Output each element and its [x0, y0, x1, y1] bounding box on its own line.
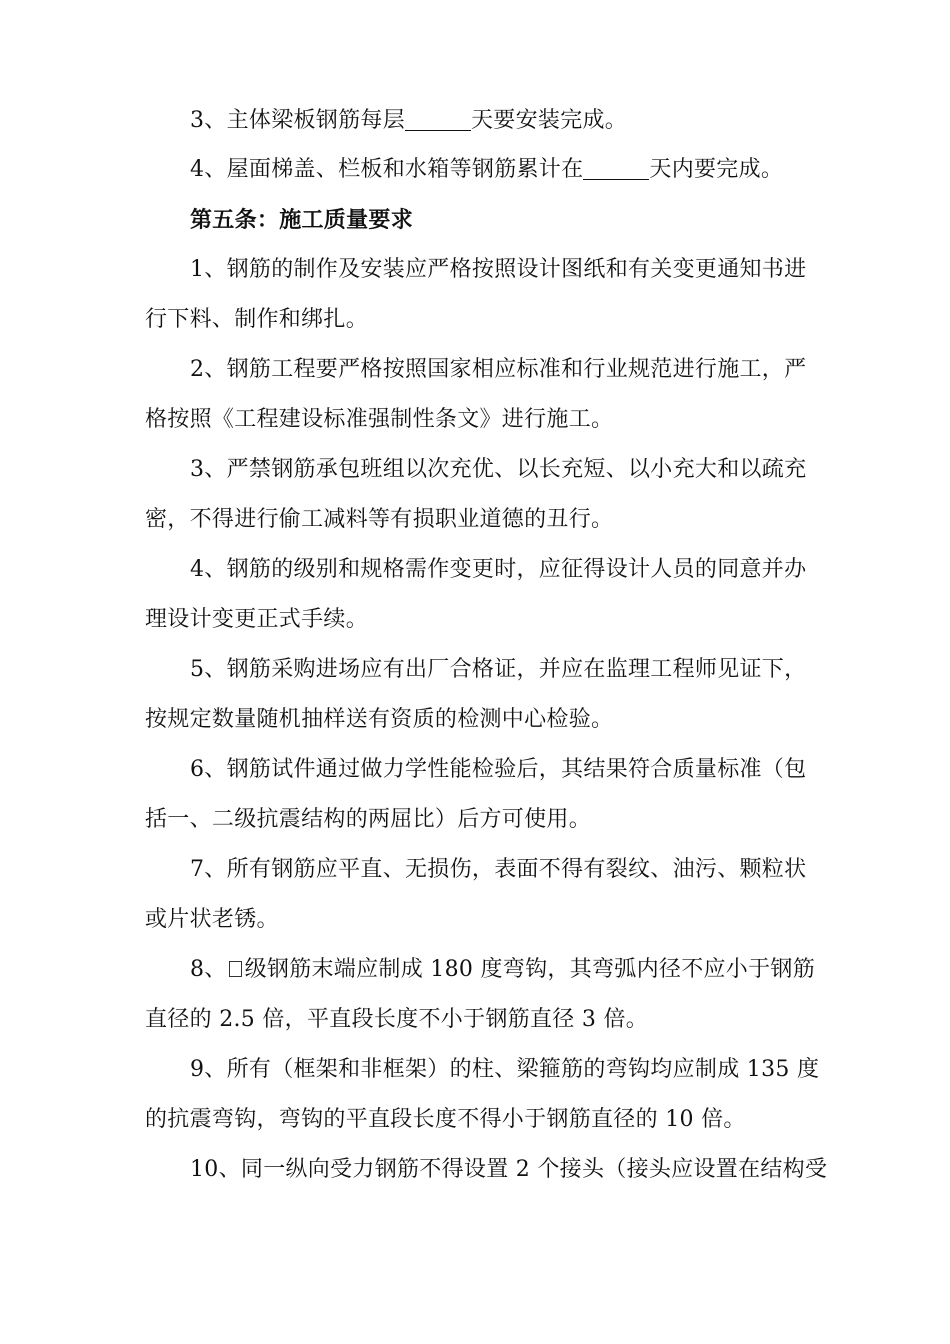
quality-item-3-line-1: 3、严禁钢筋承包班组以次充优、以长充短、以小充大和以疏充	[190, 457, 807, 482]
quality-item-2-line-1: 2、钢筋工程要严格按照国家相应标准和行业规范进行施工，严	[190, 357, 807, 382]
text-segment: 4、屋面梯盖、栏板和水箱等钢筋累计在	[190, 157, 584, 182]
quality-item-6-line-2: 括一、二级抗震结构的两屈比）后方可使用。	[145, 807, 592, 832]
text-segment: 天内要完成。	[649, 157, 784, 182]
quality-item-2-line-2: 格按照《工程建设标准强制性条文》进行施工。	[145, 407, 614, 432]
text-segment: 8、	[190, 957, 227, 982]
quality-item-8-line-1	[190, 955, 815, 985]
fill-in-blank	[405, 108, 471, 131]
fill-in-blank	[583, 157, 649, 180]
quality-item-4-line-1: 4、钢筋的级别和规格需作变更时，应征得设计人员的同意并办	[190, 557, 807, 582]
quality-item-1-line-2: 行下料、制作和绑扎。	[145, 307, 369, 332]
quality-item-8-line-2: 直径的 2.5 倍，平直段长度不小于钢筋直径 3 倍。	[145, 1007, 649, 1032]
quality-item-6-line-1: 6、钢筋试件通过做力学性能检验后，其结果符合质量标准（包	[190, 757, 807, 782]
quality-item-7-line-2: 或片状老锈。	[145, 907, 279, 932]
quality-item-1-line-1: 1、钢筋的制作及安装应严格按照设计图纸和有关变更通知书进	[190, 257, 807, 282]
quality-item-5-line-1: 5、钢筋采购进场应有出厂合格证，并应在监理工程师见证下，	[190, 657, 807, 682]
paragraph-item-4-line-1	[190, 155, 783, 185]
section-heading: 第五条：施工质量要求	[190, 207, 414, 233]
paragraph-item-3-line-1	[190, 106, 627, 136]
quality-item-7-line-1: 7、所有钢筋应平直、无损伤，表面不得有裂纹、油污、颗粒状	[190, 857, 807, 882]
quality-item-4-line-2: 理设计变更正式手续。	[145, 607, 369, 632]
quality-item-3-line-2: 密，不得进行偷工减料等有损职业道德的丑行。	[145, 507, 614, 532]
quality-item-5-line-2: 按规定数量随机抽样送有资质的检测中心检验。	[145, 707, 614, 732]
quality-item-9-line-1: 9、所有（框架和非框架）的柱、梁箍筋的弯钩均应制成 135 度	[190, 1057, 820, 1082]
quality-item-10-line-1: 10、同一纵向受力钢筋不得设置 2 个接头（接头应设置在结构受	[190, 1157, 828, 1182]
text-segment: 天要安装完成。	[471, 108, 628, 133]
quality-item-9-line-2: 的抗震弯钩，弯钩的平直段长度不得小于钢筋直径的 10 倍。	[145, 1107, 746, 1132]
text-segment: 3、主体梁板钢筋每层	[190, 108, 405, 133]
missing-glyph-icon	[229, 961, 242, 977]
text-segment: 级钢筋末端应制成 180 度弯钩，其弯弧内径不应小于钢筋	[244, 957, 815, 982]
